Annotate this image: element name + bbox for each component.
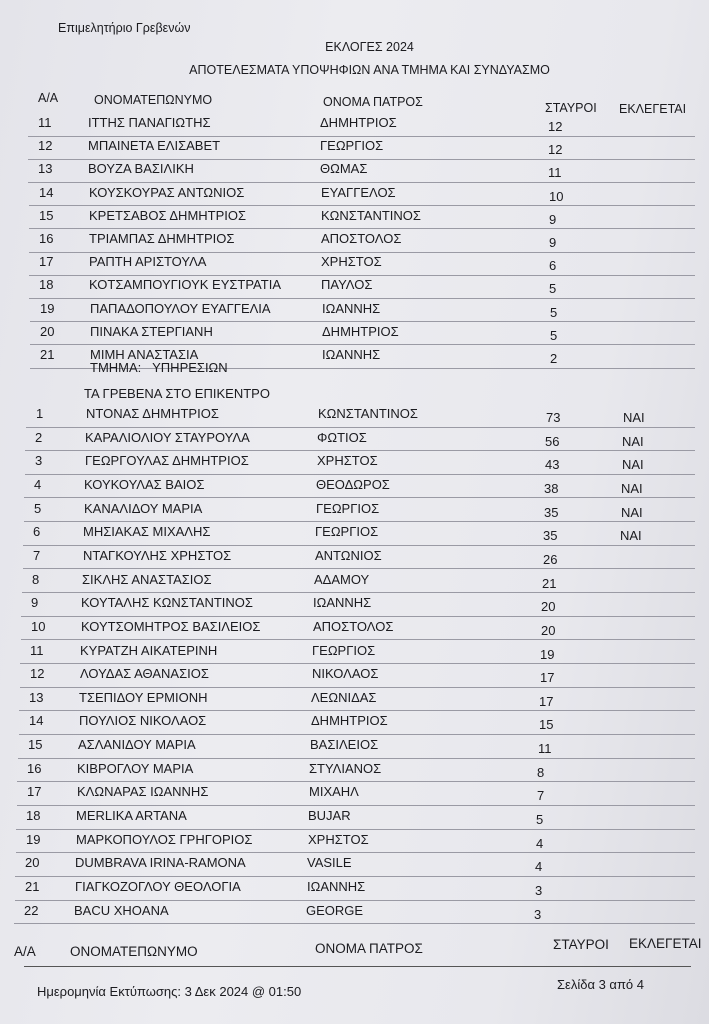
row-number: 9 [31,595,39,611]
elected-status: ΝΑΙ [621,504,643,520]
votes-count: 11 [538,741,552,757]
votes-count: 5 [549,281,557,297]
elected-status: ΝΑΙ [623,410,645,425]
row-number: 12 [30,666,45,682]
row-number: 16 [27,760,42,776]
table-row [16,829,695,854]
votes-count: 38 [544,480,559,496]
table-row [24,498,695,523]
father-name: ΘΩΜΑΣ [320,161,368,177]
row-number: 16 [39,231,54,246]
father-name: ΓΕΩΡΓΙΟΣ [312,642,376,658]
row-number: 10 [31,618,46,634]
votes-count: 35 [543,528,558,544]
candidate-name: ΚΥΡΑΤΖΗ ΑΙΚΑΤΕΡΙΝΗ [80,642,218,658]
candidate-name: ΝΤΑΓΚΟΥΛΗΣ ΧΡΗΣΤΟΣ [83,547,232,563]
table-row [20,663,695,688]
father-name: ΜΙΧΑΗΛ [309,784,359,800]
coalition-name: ΤΑ ΓΡΕΒΕΝΑ ΣΤΟ ΕΠΙΚΕΝΤΡΟ [84,386,270,401]
print-date: Ημερομηνία Εκτύπωσης: 3 Δεκ 2024 @ 01:50 [37,984,302,999]
row-number: 6 [33,524,41,540]
father-name: ΓΕΩΡΓΙΟΣ [320,138,384,154]
col-header-num: Α/Α [38,91,59,105]
candidate-name: ΤΣΕΠΙΔΟΥ ΕΡΜΙΟΝΗ [79,689,208,705]
candidate-name: ΒΟΥΖΑ ΒΑΣΙΛΙΚΗ [88,161,194,177]
father-name: ΧΡΗΣΤΟΣ [308,831,369,847]
row-number: 8 [32,571,40,587]
table-row [19,687,695,712]
candidate-name: ΚΡΕΤΣΑΒΟΣ ΔΗΜΗΤΡΙΟΣ [89,207,247,223]
candidate-name: ΜΙΜΗ ΑΝΑΣΤΑΣΙΑ [90,347,199,362]
votes-count: 26 [543,551,558,567]
candidate-name: ΠΟΥΛΙΟΣ ΝΙΚΟΛΑΟΣ [79,713,207,729]
row-number: 14 [29,713,44,729]
table-row [16,805,695,830]
page-number: Σελίδα 3 από 4 [557,977,644,992]
votes-count: 20 [541,599,556,615]
father-name: ΘΕΟΔΩΡΟΣ [316,476,390,492]
table-row [25,450,695,475]
table-row [29,205,695,230]
votes-count: 12 [548,142,563,158]
table-row [15,876,695,901]
votes-count: 10 [549,188,564,204]
father-name: ΧΡΗΣΤΟΣ [321,254,382,270]
candidate-name: ΚΛΩΝΑΡΑΣ ΙΩΑΝΝΗΣ [77,784,209,800]
row-number: 3 [35,453,43,469]
row-number: 12 [38,138,53,154]
table-row [29,274,695,299]
candidate-name: ΛΟΥΔΑΣ ΑΘΑΝΑΣΙΟΣ [80,666,209,682]
votes-count: 56 [545,433,560,449]
section-value: ΥΠΗΡΕΣΙΩΝ [152,360,228,375]
section-label: ΤΜΗΜΑ: ΥΠΗΡΕΣΙΩΝ [90,360,228,375]
row-number: 15 [28,737,43,753]
votes-count: 9 [549,211,557,227]
table-row [15,852,695,877]
votes-count: 4 [535,859,543,875]
table-row [29,251,695,276]
row-number: 21 [40,347,55,362]
candidate-name: DUMBRAVA IRINA-RAMONA [75,855,246,871]
table-row [21,592,695,617]
col-header-elected: ΕΚΛΕΓΕΤΑΙ [619,102,687,116]
elected-status: ΝΑΙ [622,457,644,473]
candidate-name: ΓΙΑΓΚΟΖΟΓΛΟΥ ΘΕΟΛΟΓΙΑ [75,879,241,894]
father-name: ΚΩΝΣΤΑΝΤΙΝΟΣ [318,406,418,421]
table-row [28,158,695,183]
father-name: ΦΩΤΙΟΣ [317,429,367,445]
col-header-father: ΟΝΟΜΑ ΠΑΤΡΟΣ [323,95,423,109]
father-name: ΝΙΚΟΛΑΟΣ [312,666,379,682]
father-name: ΑΠΟΣΤΟΛΟΣ [321,231,402,246]
candidate-name: ΡΑΠΤΗ ΑΡΙΣΤΟΥΛΑ [89,254,207,270]
votes-count: 21 [542,575,557,591]
father-name: ΔΗΜΗΤΡΙΟΣ [322,323,399,339]
candidate-name: MERLIKA ARTANA [76,808,187,824]
col-header-votes: ΣΤΑΥΡΟΙ [545,101,597,115]
father-name: ΔΗΜΗΤΡΙΟΣ [320,115,397,130]
votes-count: 73 [546,410,561,425]
votes-count: 17 [540,670,555,686]
father-name: ΙΩΑΝΝΗΣ [322,300,381,316]
table-row [26,403,695,428]
table-row [17,781,695,806]
table-row [17,758,695,783]
candidate-name: ΚΑΡΑΛΙΟΛΙΟΥ ΣΤΑΥΡΟΥΛΑ [85,429,250,445]
father-name: ΙΩΑΝΝΗΣ [313,595,372,611]
father-name: ΛΕΩΝΙΔΑΣ [311,689,377,705]
candidate-name: ΜΑΡΚΟΠΟΥΛΟΣ ΓΡΗΓΟΡΙΟΣ [76,831,253,847]
father-name: ΑΠΟΣΤΟΛΟΣ [313,618,394,634]
row-number: 22 [24,902,39,918]
votes-count: 3 [534,906,542,922]
father-name: ΕΥΑΓΓΕΛΟΣ [321,184,396,200]
candidate-name: ΜΠΑΙΝΕΤΑ ΕΛΙΣΑΒΕΤ [88,138,221,154]
table-row [25,427,695,452]
row-number: 2 [35,429,43,445]
election-title: ΕΚΛΟΓΕΣ 2024 [325,40,414,54]
row-number: 19 [26,831,41,847]
table-row [23,521,695,546]
row-number: 19 [40,300,55,316]
row-number: 13 [38,161,53,177]
row-number: 13 [29,689,44,705]
row-number: 14 [39,184,54,200]
candidate-name: ΚΟΤΣΑΜΠΟΥΓΙΟΥΚ ΕΥΣΤΡΑΤΙΑ [89,277,281,293]
candidate-name: ΠΙΝΑΚΑ ΣΤΕΡΓΙΑΝΗ [90,323,213,339]
candidate-name: ΚΟΥΤΣΟΜΗΤΡΟΣ ΒΑΣΙΛΕΙΟΣ [81,618,261,634]
row-number: 11 [30,642,44,658]
votes-count: 35 [544,504,559,520]
footer-col-father: ΟΝΟΜΑ ΠΑΤΡΟΣ [315,941,423,956]
votes-count: 6 [549,258,557,274]
footer-col-elected: ΕΚΛΕΓΕΤΑΙ [629,936,702,951]
footer-col-name: ΟΝΟΜΑΤΕΠΩΝΥΜΟ [70,944,198,959]
table-row [29,182,695,207]
candidate-name: ΣΙΚΛΗΣ ΑΝΑΣΤΑΣΙΟΣ [82,571,212,587]
votes-count: 11 [548,165,562,181]
elected-status: ΝΑΙ [620,528,642,544]
chamber-name: Επιμελητήριο Γρεβενών [58,21,191,35]
votes-count: 2 [550,351,558,366]
row-number: 7 [33,547,41,563]
candidate-name: ΚΙΒΡΟΓΛΟΥ ΜΑΡΙΑ [77,760,194,776]
votes-count: 5 [550,327,558,343]
candidate-name: ΑΣΛΑΝΙΔΟΥ ΜΑΡΙΑ [78,737,196,753]
candidate-name: ΝΤΟΝΑΣ ΔΗΜΗΤΡΙΟΣ [86,406,219,421]
table-row [14,900,695,925]
father-name: BUJAR [308,808,351,824]
elected-status: ΝΑΙ [622,433,644,449]
father-name: ΓΕΩΡΓΙΟΣ [316,500,380,516]
table-row [24,474,695,499]
father-name: ΣΤΥΛΙΑΝΟΣ [309,760,382,776]
table-row [28,112,695,137]
father-name: ΒΑΣΙΛΕΙΟΣ [310,737,379,753]
row-number: 5 [34,500,42,516]
father-name: GEORGE [306,902,364,918]
table-row [30,321,695,346]
row-number: 20 [25,855,40,871]
votes-count: 4 [536,835,544,851]
votes-count: 9 [549,235,557,250]
report-title: ΑΠΟΤΕΛΕΣΜΑΤΑ ΥΠΟΨΗΦΙΩΝ ΑΝΑ ΤΜΗΜΑ ΚΑΙ ΣΥΝΔΥΑΣΜΟ [189,63,550,77]
votes-count: 12 [548,119,563,134]
row-number: 18 [39,277,54,293]
father-name: VASILE [307,855,352,871]
candidate-name: ΚΟΥΚΟΥΛΑΣ ΒΑΙΟΣ [84,476,205,492]
table-row [19,710,695,735]
candidate-name: ΙΤΤΗΣ ΠΑΝΑΓΙΩΤΗΣ [88,115,211,130]
votes-count: 5 [536,812,544,828]
elected-status: ΝΑΙ [621,480,643,496]
votes-count: 43 [545,457,560,473]
table-row [21,616,695,641]
row-number: 4 [34,476,42,492]
row-number: 21 [25,879,40,894]
footer-col-votes: ΣΤΑΥΡΟΙ [553,937,609,952]
father-name: ΑΝΤΩΝΙΟΣ [315,547,382,563]
father-name: ΙΩΑΝΝΗΣ [322,347,381,362]
candidate-name: ΠΑΠΑΔΟΠΟΥΛΟΥ ΕΥΑΓΓΕΛΙΑ [90,300,271,316]
father-name: ΧΡΗΣΤΟΣ [317,453,378,469]
table-row [23,545,695,570]
row-number: 20 [40,323,55,339]
candidate-name: ΓΕΩΡΓΟΥΛΑΣ ΔΗΜΗΤΡΙΟΣ [85,453,249,469]
candidate-name: ΤΡΙΑΜΠΑΣ ΔΗΜΗΤΡΙΟΣ [89,231,235,246]
votes-count: 5 [550,304,558,320]
father-name: ΔΗΜΗΤΡΙΟΣ [311,713,388,729]
row-number: 1 [36,406,44,421]
votes-count: 17 [539,693,554,709]
father-name: ΠΑΥΛΟΣ [321,277,373,293]
father-name: ΚΩΝΣΤΑΝΤΙΝΟΣ [321,207,421,223]
votes-count: 19 [540,646,555,662]
table-row [29,228,695,253]
row-number: 17 [39,254,54,270]
row-number: 15 [39,207,54,223]
votes-count: 7 [537,788,545,804]
father-name: ΙΩΑΝΝΗΣ [307,879,366,894]
table-row [18,734,695,759]
footer-col-num: Α/Α [14,944,36,959]
votes-count: 15 [539,717,554,733]
table-row [30,298,695,323]
votes-count: 3 [535,883,543,898]
row-number: 18 [26,808,41,824]
candidate-name: BACU XHOANA [74,902,169,918]
candidate-name: ΚΟΥΣΚΟΥΡΑΣ ΑΝΤΩΝΙΟΣ [89,184,245,200]
father-name: ΑΔΑΜΟΥ [314,571,370,587]
father-name: ΓΕΩΡΓΙΟΣ [315,524,379,540]
table-row [22,569,695,594]
footer-rule [24,966,691,967]
candidate-name: ΜΗΣΙΑΚΑΣ ΜΙΧΑΛΗΣ [83,524,211,540]
row-number: 11 [38,115,52,130]
table-row [28,135,695,160]
col-header-name: ΟΝΟΜΑΤΕΠΩΝΥΜΟ [94,93,213,107]
table-row [20,640,695,665]
votes-count: 8 [537,764,545,780]
candidate-name: ΚΑΝΑΛΙΔΟΥ ΜΑΡΙΑ [84,500,203,516]
votes-count: 20 [541,622,556,638]
row-number: 17 [27,784,42,800]
candidate-name: ΚΟΥΤΑΛΗΣ ΚΩΝΣΤΑΝΤΙΝΟΣ [81,595,253,611]
